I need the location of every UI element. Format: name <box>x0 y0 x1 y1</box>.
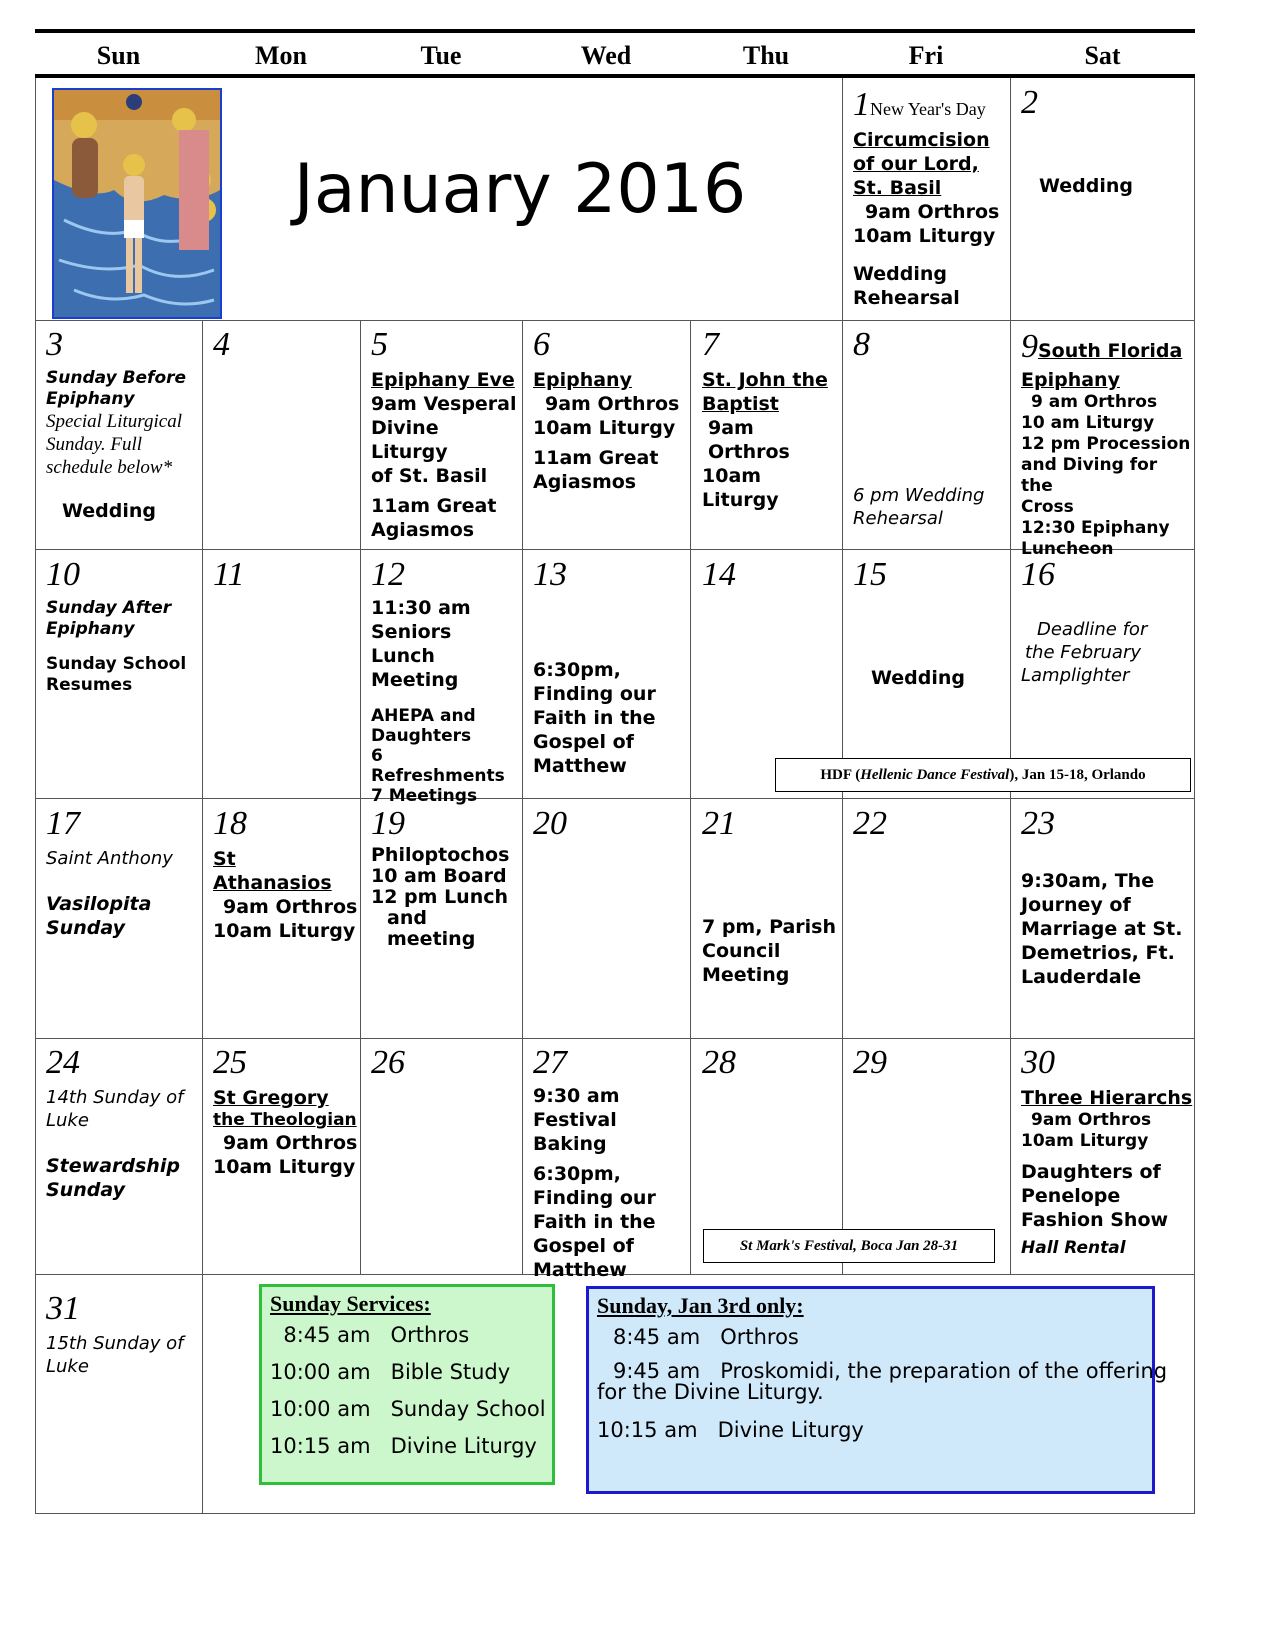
banner-text: Hellenic Dance Festival <box>860 767 1010 783</box>
feast-title-line: St. Basil <box>853 177 942 199</box>
event-line: 12 pm Lunch <box>371 886 509 908</box>
header-mon: Mon <box>255 41 307 70</box>
service-name: Orthros <box>720 1325 799 1349</box>
service-row <box>597 1412 1152 1449</box>
event-line: 10am Liturgy <box>1021 1131 1149 1151</box>
event-line: Philoptochos <box>371 844 510 866</box>
event-line: Seniors Lunch <box>371 621 452 667</box>
service-time: 10:15 am <box>270 1434 371 1458</box>
service-row <box>597 1319 1152 1356</box>
event-line: Daughters of <box>1021 1161 1161 1183</box>
event-line: 10am Liturgy <box>533 417 676 439</box>
event-line: Wedding <box>62 500 157 522</box>
event-line: Marriage at St. <box>1021 918 1183 940</box>
month-title: January 2016 <box>293 150 747 229</box>
event-line: 9am Orthros <box>545 393 680 415</box>
event-line: Divine Liturgy <box>371 417 448 463</box>
grid-bottom <box>35 1513 1195 1514</box>
event-line: Sunday Before <box>46 368 187 388</box>
day-cell-27 <box>533 1044 689 1281</box>
day-cell-26 <box>371 1046 521 1271</box>
event-line: 10am Liturgy <box>702 465 779 511</box>
event-line: Matthew <box>533 1259 627 1281</box>
event-line: Sunday After <box>46 598 172 618</box>
day-cell-6 <box>533 328 689 546</box>
day-number: 9 <box>1021 328 1038 365</box>
day-number: 11 <box>213 556 245 593</box>
sunday-services-box <box>259 1284 555 1485</box>
day-cell-12 <box>371 556 521 806</box>
day-cell-23 <box>1021 807 1193 1035</box>
event-line: Festival Baking <box>533 1109 617 1155</box>
event-line: Agiasmos <box>533 471 637 493</box>
event-line: 9am Orthros <box>223 1132 358 1154</box>
day-number: 27 <box>533 1044 567 1081</box>
grid-h3 <box>35 798 1195 799</box>
banner-text: HDF ( <box>820 767 861 783</box>
event-line: Saint Anthony <box>46 848 173 869</box>
header-fri: Fri <box>908 41 944 70</box>
event-line: 11:30 am <box>371 597 471 619</box>
event-line: Hall Rental <box>1021 1238 1126 1258</box>
top-rule <box>35 29 1195 33</box>
grid-left <box>35 78 36 1514</box>
day-cell-7 <box>702 328 841 546</box>
holiday-label: New Year's Day <box>870 99 986 119</box>
event-line: Faith in the <box>533 707 656 729</box>
feast-title: Baptist <box>702 393 779 415</box>
jan3-services-box <box>586 1286 1168 1494</box>
event-line: Lamplighter <box>1021 665 1130 686</box>
baptism-icon-image <box>52 88 222 319</box>
service-row <box>597 1359 1168 1383</box>
event-line: 6:30pm, <box>533 659 621 681</box>
event-line: Rehearsal <box>853 508 943 529</box>
day-cell-31 <box>46 1292 200 1510</box>
event-line: Faith in the <box>533 1211 656 1233</box>
day-cell-3 <box>46 328 200 546</box>
event-line: Wedding <box>871 667 966 689</box>
event-line: Vasilopita <box>46 893 152 915</box>
feast-title: Three Hierarchs <box>1021 1087 1193 1109</box>
day-number: 15 <box>853 556 887 593</box>
service-time: 8:45 am <box>613 1325 701 1349</box>
event-line: Council <box>702 940 781 962</box>
event-line: Wedding <box>1039 175 1134 197</box>
day-number: 14 <box>702 556 736 593</box>
day-cell-14 <box>702 558 841 758</box>
event-line: 9am Orthros <box>1031 1110 1152 1130</box>
grid-v1 <box>202 320 203 1514</box>
event-line: 9am Orthros <box>223 896 358 918</box>
header-thu: Thu <box>742 41 790 70</box>
event-line: 10am Liturgy <box>213 920 356 942</box>
service-row <box>270 1391 552 1428</box>
day-number: 6 <box>533 326 550 363</box>
header-tue: Tue <box>420 41 462 70</box>
event-line: Finding our <box>533 683 656 705</box>
banner-text: ), Jan 15-18, Orlando <box>1009 767 1146 783</box>
day-cell-8 <box>853 328 1009 546</box>
event-line: 9am Orthros <box>865 201 1000 223</box>
service-name: Divine Liturgy <box>390 1434 537 1458</box>
feast-title <box>853 128 1013 200</box>
event-line: the February <box>1025 642 1142 663</box>
header-sun: Sun <box>96 41 141 70</box>
event-line: Sunday <box>46 917 125 939</box>
event-line: 6:30pm, <box>533 1163 621 1185</box>
feast-title: South Florida <box>1038 340 1183 362</box>
event-line: Stewardship <box>46 1155 180 1177</box>
day-number: 24 <box>46 1044 80 1081</box>
grid-v5 <box>842 78 843 1275</box>
service-name: Sunday School <box>390 1397 546 1421</box>
day-cell-5 <box>371 328 521 546</box>
event-line: 15th Sunday of <box>46 1333 184 1354</box>
event-line: 11am Great <box>533 447 659 469</box>
day-number: 28 <box>702 1044 736 1081</box>
service-time: 9:45 am <box>613 1359 701 1383</box>
event-line: Journey of <box>1021 894 1131 916</box>
sunday-services-title: Sunday Services: <box>270 1291 431 1316</box>
day-cell-25 <box>213 1046 358 1271</box>
event-line: Penelope <box>1021 1185 1121 1207</box>
day-number: 10 <box>46 556 80 593</box>
feast-title-line: of our Lord, <box>853 153 979 175</box>
header-wed: Wed <box>580 41 632 70</box>
event-line: Agiasmos <box>371 519 475 541</box>
event-line: 9am Vesperal <box>371 393 517 415</box>
event-line: Lauderdale <box>1021 966 1142 988</box>
baptism-of-christ-icon <box>54 90 220 317</box>
event-line: 10am Liturgy <box>853 225 996 247</box>
day-number: 29 <box>853 1044 887 1081</box>
event-line: Sunday. Full <box>46 434 143 455</box>
event-line: Luke <box>46 1356 89 1377</box>
day-number: 21 <box>702 805 736 842</box>
day-number: 22 <box>853 805 887 842</box>
day-number: 3 <box>46 326 63 363</box>
event-line: and meeting <box>387 907 476 950</box>
day-number: 8 <box>853 326 870 363</box>
service-time: 10:00 am <box>270 1397 371 1421</box>
service-name: Proskomidi, the preparation of the offering <box>720 1359 1168 1383</box>
day-cell-2 <box>1021 86 1191 316</box>
day-cell-15 <box>853 558 1009 758</box>
event-line: and Diving for the <box>1021 455 1158 496</box>
event-line: 7 Meetings <box>371 786 478 806</box>
feast-title: Epiphany Eve <box>371 369 515 391</box>
day-number: 16 <box>1021 556 1055 593</box>
service-time: 8:45 am <box>270 1323 371 1347</box>
event-line: Wedding <box>853 263 948 285</box>
day-number: 2 <box>1021 84 1038 121</box>
service-name: Orthros <box>390 1323 470 1347</box>
event-line: Fashion Show <box>1021 1209 1169 1231</box>
event-line: Sunday School <box>46 654 187 674</box>
service-name: Divine Liturgy <box>717 1418 864 1442</box>
day-cell-22 <box>853 807 1009 1035</box>
event-line: 11am Great <box>371 495 497 517</box>
event-line: Gospel of <box>533 1235 634 1257</box>
day-number: 20 <box>533 805 567 842</box>
event-line: Demetrios, Ft. <box>1021 942 1175 964</box>
day-cell-18 <box>213 807 358 1035</box>
event-line: Deadline for <box>1037 619 1148 640</box>
event-line: 9am Orthros <box>708 417 790 463</box>
day-cell-30 <box>1021 1046 1193 1271</box>
day-number: 31 <box>46 1290 80 1327</box>
day-number: 5 <box>371 326 388 363</box>
day-number: 17 <box>46 805 80 842</box>
event-line: 9 am Orthros <box>1031 392 1158 412</box>
day-number: 1 <box>853 86 870 123</box>
event-line: 9:30 am <box>533 1085 620 1107</box>
feast-title: Epiphany <box>533 369 632 391</box>
day-cell-10 <box>46 558 200 796</box>
event-line: Meeting <box>371 669 459 691</box>
header-sat: Sat <box>1084 41 1121 70</box>
day-cell-19 <box>371 807 521 1035</box>
service-row <box>270 1428 552 1465</box>
event-line: Epiphany <box>46 389 135 409</box>
day-cell-11 <box>213 558 358 796</box>
day-cell-24 <box>46 1046 200 1271</box>
feast-title: the Theologian <box>213 1110 357 1130</box>
feast-title: St. John the <box>702 369 828 391</box>
feast-title: Epiphany <box>1021 369 1120 391</box>
service-row-cont: for the Divine Liturgy. <box>597 1380 824 1404</box>
day-number: 7 <box>702 326 719 363</box>
event-line: 14th Sunday of <box>46 1087 184 1108</box>
day-number: 13 <box>533 556 567 593</box>
banner-text: St Mark's Festival, Boca Jan 28-31 <box>739 1238 959 1254</box>
event-line: Daughters <box>371 726 472 746</box>
event-line: Special Liturgical <box>46 411 182 432</box>
day-cell-1 <box>853 86 1013 316</box>
event-line: Cross <box>1021 497 1074 517</box>
grid-h4 <box>35 1038 1195 1039</box>
event-line: Epiphany <box>46 619 135 639</box>
event-line: Resumes <box>46 675 133 695</box>
st-mark-festival-banner <box>703 1229 995 1263</box>
event-line: 6 pm Wedding <box>853 485 985 506</box>
header-rule <box>35 74 1195 78</box>
event-line: Gospel of <box>533 731 634 753</box>
day-cell-9 <box>1021 328 1193 559</box>
feast-title-line: Circumcision <box>853 129 990 151</box>
day-number: 26 <box>371 1044 405 1081</box>
service-row <box>270 1354 552 1391</box>
event-line: 6 Refreshments <box>371 746 505 786</box>
day-number: 25 <box>213 1044 247 1081</box>
day-cell-21 <box>702 807 841 1035</box>
day-number: 18 <box>213 805 247 842</box>
feast-title: St Athanasios <box>213 848 332 894</box>
event-line: Finding our <box>533 1187 656 1209</box>
event-line: Matthew <box>533 755 627 777</box>
event-line: Meeting <box>702 964 790 986</box>
day-cell-4 <box>213 328 358 546</box>
day-number: 19 <box>371 805 405 842</box>
day-number: 12 <box>371 556 405 593</box>
hdf-banner <box>775 758 1191 792</box>
event-line: Luncheon <box>1021 539 1114 559</box>
event-line: schedule below* <box>46 457 173 478</box>
day-cell-13 <box>533 558 689 796</box>
event-line: of St. Basil <box>371 465 488 487</box>
grid-right <box>1194 78 1195 1514</box>
day-cell-20 <box>533 807 689 1035</box>
day-cell-28 <box>702 1046 841 1226</box>
event-line: Luke <box>46 1110 89 1131</box>
event-line: Rehearsal <box>853 287 960 309</box>
event-line: 7 pm, Parish <box>702 916 837 938</box>
day-cell-16 <box>1021 558 1193 758</box>
event-line: 10am Liturgy <box>213 1156 356 1178</box>
event-line: 9:30am, The <box>1021 870 1155 892</box>
event-line: 10 am Liturgy <box>1021 413 1155 433</box>
feast-title: St Gregory <box>213 1087 329 1109</box>
event-line: 10 am Board <box>371 865 507 887</box>
event-line: 12 pm Procession <box>1021 434 1191 454</box>
day-number: 30 <box>1021 1044 1055 1081</box>
day-cell-17 <box>46 807 200 1035</box>
service-row <box>270 1317 552 1354</box>
event-line: Sunday <box>46 1179 125 1201</box>
event-line: AHEPA and <box>371 706 476 726</box>
event-line: 12:30 Epiphany <box>1021 518 1170 538</box>
service-time: 10:15 am <box>597 1418 698 1442</box>
service-name: Bible Study <box>390 1360 511 1384</box>
service-time: 10:00 am <box>270 1360 371 1384</box>
jan3-services-title: Sunday, Jan 3rd only: <box>597 1293 804 1318</box>
day-number: 23 <box>1021 805 1055 842</box>
day-number: 4 <box>213 326 230 363</box>
